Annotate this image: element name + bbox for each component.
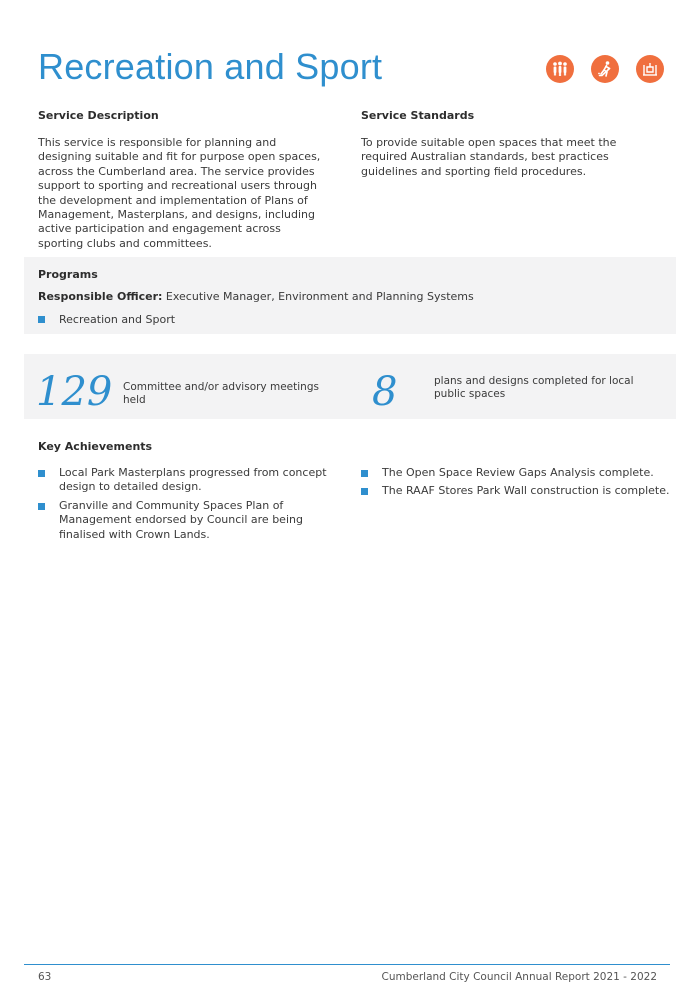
programs-heading: Programs — [38, 268, 98, 281]
key-achievements-list-left — [38, 466, 330, 546]
square-bullet-icon — [38, 503, 45, 510]
responsible-officer — [38, 290, 474, 303]
stat-label-meetings: Committee and/or advisory meetings held — [123, 381, 319, 406]
service-icons — [546, 55, 664, 83]
programs-panel — [24, 257, 676, 334]
stat-value-plans: 8 — [372, 369, 398, 415]
stat-value-meetings: 129 — [36, 369, 113, 415]
responsible-officer-value: Executive Manager, Environment and Planning Systems — [165, 290, 474, 303]
key-achievements-heading: Key Achievements — [38, 440, 153, 453]
program-item-label: Recreation and Sport — [59, 313, 176, 326]
stat-label-plans: plans and designs completed for local public spaces — [434, 375, 634, 400]
achievement-text: The Open Space Review Gaps Analysis complete. — [382, 466, 654, 479]
achievement-text: Granville and Community Spaces Plan of Management endorsed by Council are being finalised with Crown Lands. — [59, 498, 303, 541]
achievement-text: The RAAF Stores Park Wall construction is complete. — [382, 484, 670, 498]
footer-divider — [24, 964, 670, 965]
list-item — [361, 484, 671, 498]
responsible-officer-label: Responsible Officer: — [38, 290, 163, 303]
page-number: 63 — [38, 971, 52, 983]
people-group-icon — [546, 55, 574, 83]
report-title: Cumberland City Council Annual Report 2021 - 2022 — [381, 971, 657, 983]
page-title: Recreation and Sport — [38, 46, 383, 87]
service-standards-heading: Service Standards — [361, 109, 475, 122]
list-item — [361, 466, 671, 480]
stats-panel — [24, 354, 676, 419]
service-description-heading: Service Description — [38, 109, 159, 122]
hockey-player-icon — [591, 55, 619, 83]
list-item — [38, 499, 330, 542]
service-description-text: This service is responsible for planning and designing suitable and fit for purpose open spaces, across the Cumberland area. The service provides support to sporting and recreational users through the development and implementation of Plans of Management, Masterplans, and designs, including active participation and engagement across sporting clubs and committees. — [38, 136, 321, 250]
stadium-icon — [636, 55, 664, 83]
achievement-text: Local Park Masterplans progressed from concept design to detailed design. — [59, 466, 327, 494]
key-achievements-list-right — [361, 466, 671, 503]
service-description-section — [38, 109, 328, 251]
square-bullet-icon — [361, 488, 368, 495]
service-standards-text: To provide suitable open spaces that meet the required Australian standards, best practices guidelines and sporting field procedures. — [361, 136, 617, 178]
service-standards-section — [361, 109, 661, 179]
program-item — [38, 313, 175, 326]
square-bullet-icon — [38, 316, 45, 323]
square-bullet-icon — [361, 470, 368, 477]
list-item — [38, 466, 330, 495]
square-bullet-icon — [38, 470, 45, 477]
